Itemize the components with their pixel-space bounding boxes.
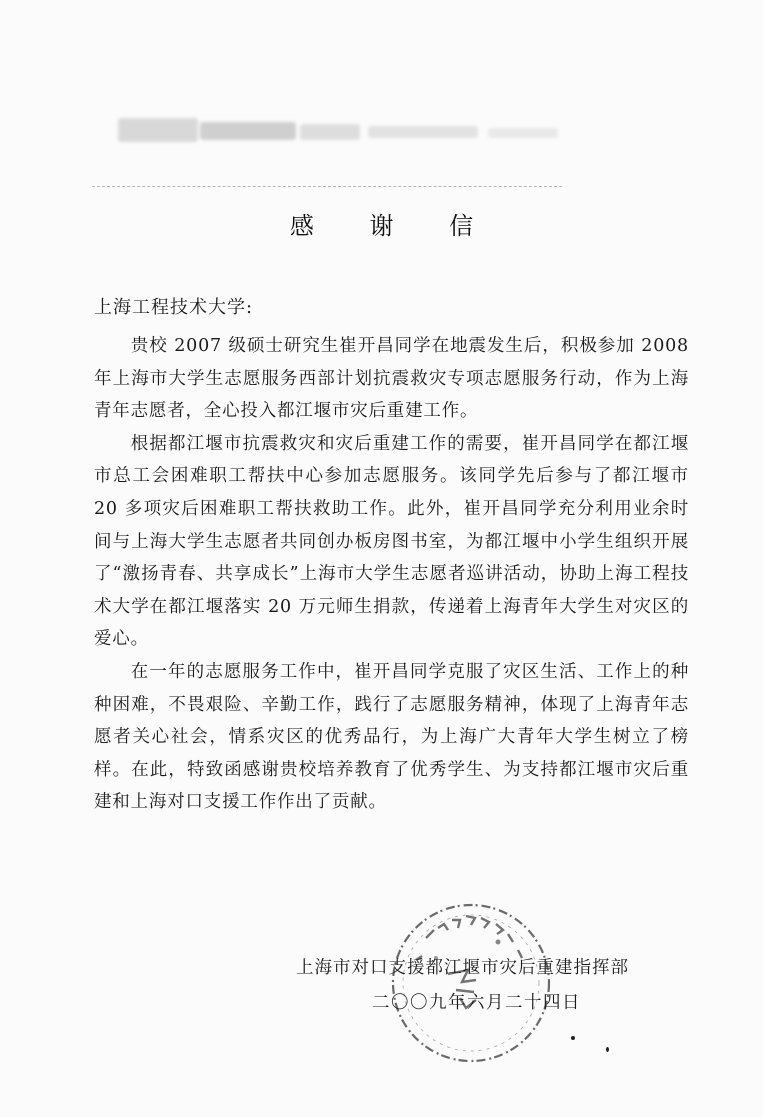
- paragraph-2: 根据都江堰市抗震救灾和灾后重建工作的需要，崔开昌同学在都江堰市总工会困难职工帮扶中心参加志愿服务。该同学先后参与了都江堰市 20 多项灾后困难职工帮扶救助工作。此外，崔开昌同学充分利用业余时间与上海大学生志愿者共同创办板房图书室，为都江堰中小学生组织开展了“激扬青春、共享成长”上海市大学生志愿者巡讲活动，协助上海工程技术大学在都江堰落实 20 万元师生捐款，传递着上海青年大学生对灾区的爱心。: [94, 433, 689, 650]
- salutation: 上海工程技术大学:: [94, 297, 254, 318]
- letterhead-rule: [92, 186, 562, 187]
- paragraph-3: 在一年的志愿服务工作中，崔开昌同学克服了灾区生活、工作上的种种困难，不畏艰险、辛勤工作，践行了志愿服务精神，体现了上海青年志愿者关心社会，情系灾区的优秀品行，为上海广大青年大学生树立了榜样。在此，特致函感谢贵校培养教育了优秀学生、为支持都江堰市灾后重建和上海对口支援工作作出了贡献。: [94, 661, 689, 813]
- paragraph-1: 贵校 2007 级硕士研究生崔开昌同学在地震发生后，积极参加 2008 年上海市大学生志愿服务西部计划抗震救灾专项志愿服务行动，作为上海青年志愿者，全心投入都江堰市灾后重建工作。: [94, 336, 689, 422]
- letter-title: 感 谢 信: [289, 212, 498, 240]
- scan-speck: [606, 1047, 609, 1052]
- signature-organization: 上海市对口支援都江堰市灾后重建指挥部: [296, 958, 629, 978]
- letterhead-blurred: [118, 112, 568, 152]
- letter-body: [94, 330, 689, 819]
- scan-speck: [571, 1036, 575, 1040]
- official-seal-icon: [386, 898, 556, 1068]
- letter-date: 二〇〇九年六月二十四日: [372, 993, 581, 1013]
